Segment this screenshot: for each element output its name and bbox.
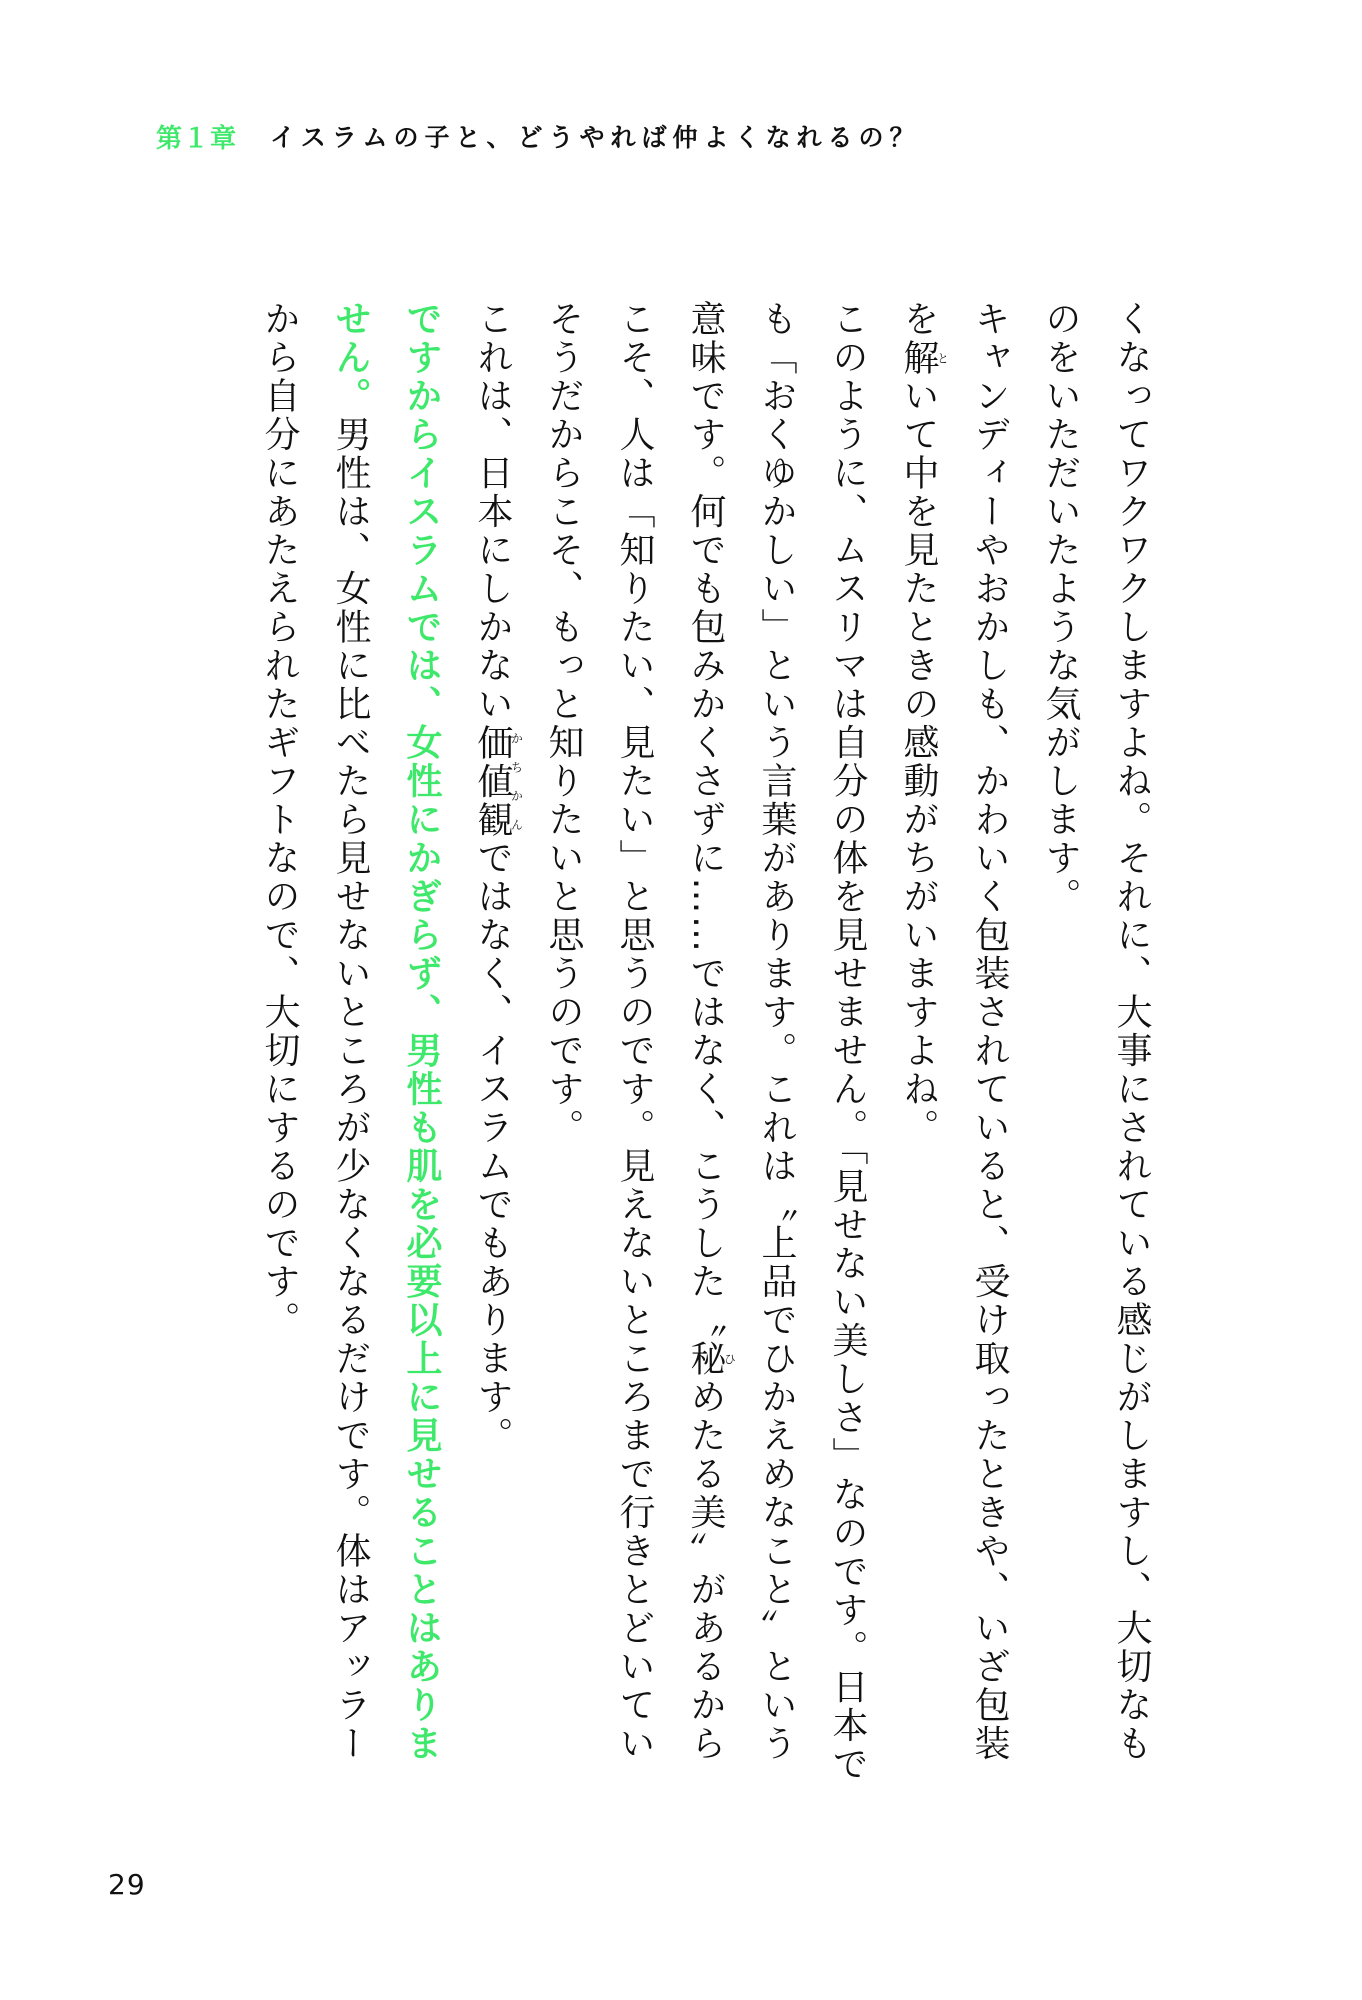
paragraph [244, 300, 457, 1800]
text-segment: このように、ムスリマは自分の体を見せません。「見せない美しさ」なのです。日本でも「おくゆかしい」という言葉があります。これは〝上品でひかえめなこと〟という意味です。何でも包みかくさずに……ではなく、こうした〝 [685, 300, 868, 1784]
text-segment: 男性は、女性に比べたら見せないところが少なくなるだけです。体はアッラーから自分にあたえられたギフトなので、大切にするのです。 [259, 300, 371, 1763]
chapter-label: 第１章 [156, 124, 238, 154]
furigana: と [935, 338, 950, 377]
text-segment: くなってワクワクしますよね。それに、大事にされている感じがしますし、大切なものをいただいたような気がします。 [1040, 300, 1152, 1763]
ruby-word: 解と [898, 338, 950, 377]
page-number: 29 [108, 1868, 146, 1901]
vertical-body-text [244, 300, 1167, 1800]
running-header [110, 100, 1260, 190]
ruby-word: 価値観かちかん [472, 723, 524, 839]
ruby-word: 秘ひ [685, 1339, 737, 1378]
chapter-title: イスラムの子と、どうやれば仲よくなれるの？ [270, 123, 921, 152]
text-segment: これは、日本にしかない [472, 300, 513, 724]
furigana: かちかん [509, 723, 524, 839]
furigana: ひ [722, 1339, 737, 1378]
paragraph [457, 300, 528, 1800]
text-segment: ではなく、イスラムでもあります。 [472, 839, 513, 1455]
paragraph [1025, 300, 1167, 1800]
paragraph [528, 300, 883, 1800]
text-segment: いて中を見たときの感動がちがいますよね。 [898, 377, 939, 1147]
highlighted-text: ですからイスラムでは、女性にかぎらず、男性も肌を必要以上に見せることはありません。 [330, 300, 442, 1763]
text-segment: キャンディーやおかしも、かわいく包装されていると、受け取ったときや、いざ包装を [898, 300, 1010, 1763]
text-segment: めたる美〟があるからこそ、人は「知りたい、見たい」と思うのです。見えないところまで行きとどいていそうだからこそ、もっと知りたいと思うのです。 [543, 300, 726, 1763]
paragraph [883, 300, 1025, 1800]
